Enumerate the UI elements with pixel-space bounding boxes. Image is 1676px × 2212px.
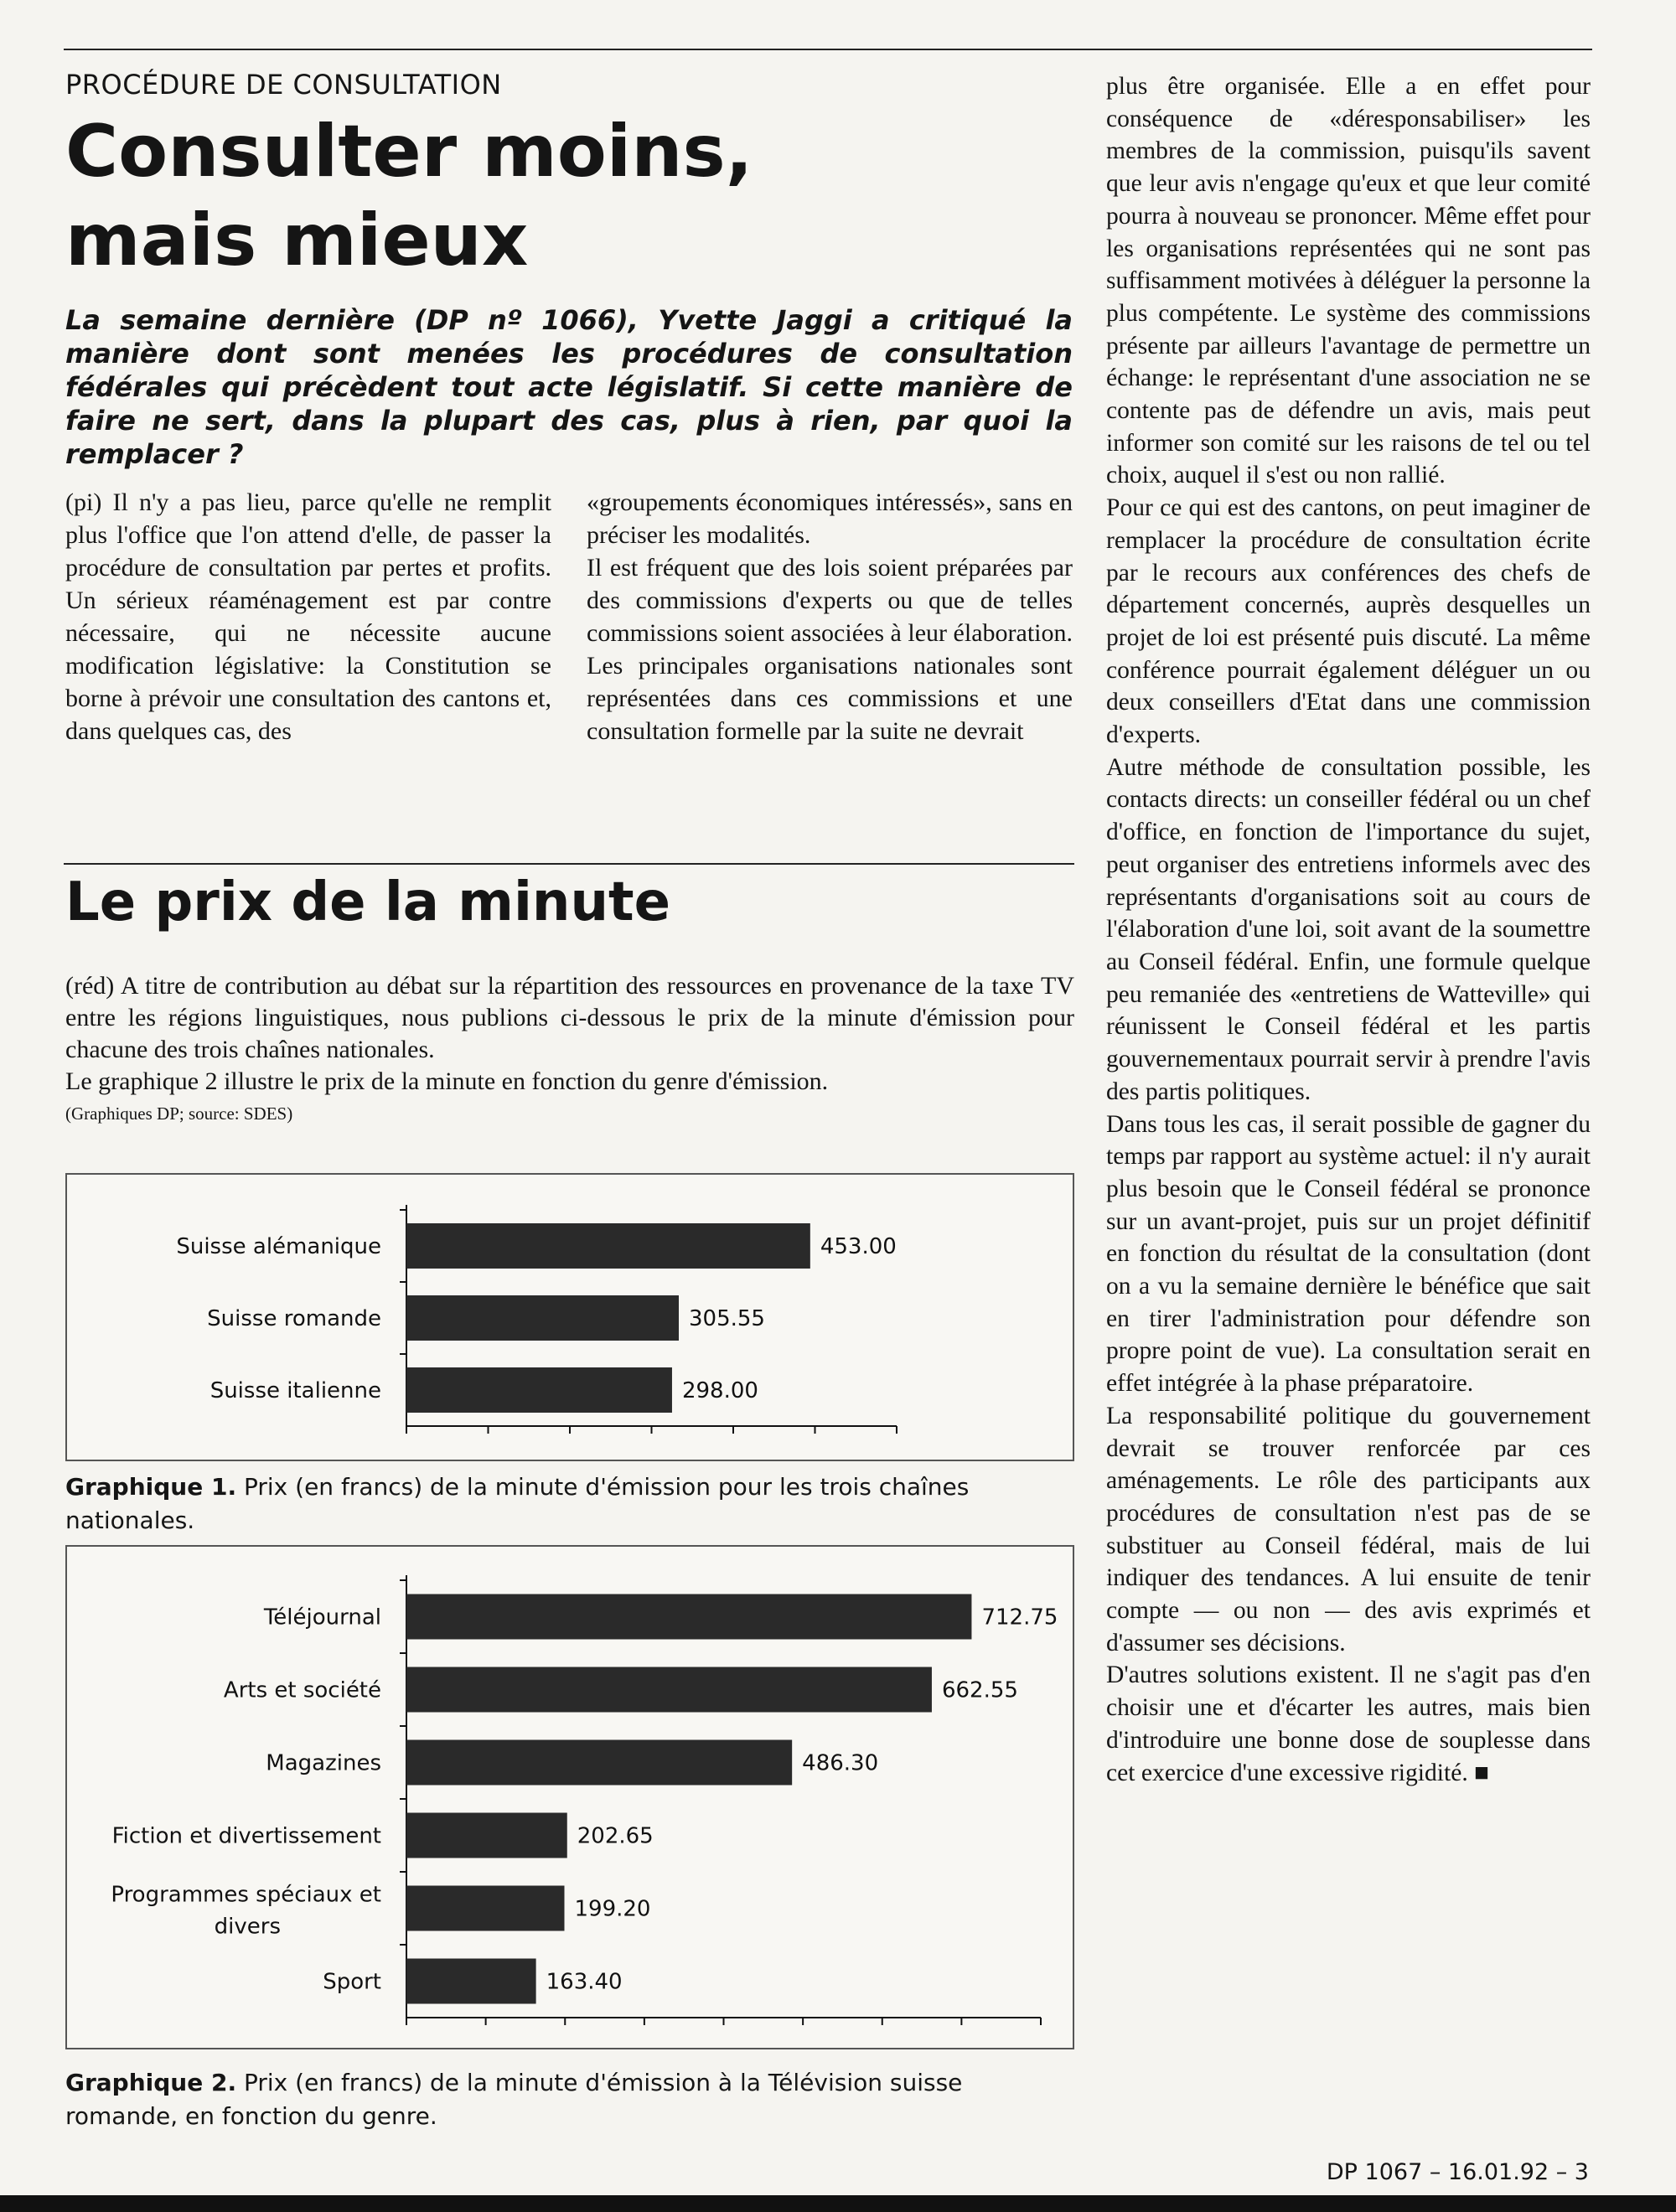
- bar: [406, 1295, 679, 1341]
- chart-2-frame: [65, 1545, 1074, 2049]
- value-label: 662.55: [941, 1677, 1018, 1703]
- article1-col3-p3: Autre méthode de consultation possible, les contacts directs: un conseiller fédéral ou un chef d'office, en fonction de l'importance du sujet, peut organiser des entretiens informels avec des représentants d'organisations soit au cours de l'élaboration d'une loi, soit avant de la soumettre au Conseil fédéral. Enfin, une formule quelque peu remaniée des «entretiens de Watteville» qui réunissent le Conseil fédéral et les partis gouvernementaux pourrait servir à prendre l'avis des partis politiques.: [1106, 753, 1591, 1105]
- lead-paragraph: La semaine dernière (DP nº 1066), Yvette Jaggi a critiqué la manière dont sont menées les procédures de consultation fédérales qui précèdent tout acte législatif. Si cette manière de faire ne sert, dans la plupart des cas, plus à rien, par quoi la remplacer ?: [65, 304, 1073, 470]
- category-label: Suisse alémanique: [176, 1234, 381, 1259]
- section-rule: [64, 863, 1074, 865]
- article2-intro-p2: Le graphique 2 illustre le prix de la minute en fonction du genre d'émission.: [65, 1067, 829, 1095]
- value-label: 163.40: [546, 1969, 623, 1995]
- bar: [406, 1813, 567, 1858]
- article1-column-3: [1106, 70, 1591, 1789]
- value-label: 298.00: [681, 1378, 758, 1403]
- bar: [406, 1594, 971, 1640]
- article1-col3-p5: La responsabilité politique du gouvernement devrait se trouver renforcée par ces aménagements. Le rôle des participants aux procédures de consultation n'est pas de se substituer au Conseil fédéral, mais de lui indiquer des tendances. A lui ensuite de tenir compte — ou non — des avis exprimés et d'assumer ses décisions.: [1106, 1402, 1591, 1656]
- source-note: (Graphiques DP; source: SDES): [65, 1103, 293, 1124]
- category-label: Fiction et divertissement: [111, 1823, 381, 1849]
- bottom-bar: [0, 2195, 1676, 2212]
- headline-line-1: Consulter moins,: [65, 110, 753, 194]
- headline: [65, 107, 1054, 285]
- value-label: 486.30: [802, 1750, 879, 1776]
- value-label: 202.65: [577, 1823, 654, 1849]
- category-label: Suisse romande: [207, 1306, 381, 1331]
- caption-1-text: Prix (en francs) de la minute d'émission pour les trois chaînes nationales.: [65, 1473, 970, 1534]
- category-label: Sport: [323, 1969, 381, 1995]
- article1-col3-p1: plus être organisée. Elle a en effet pour conséquence de «déresponsabiliser» les membres de la commission, puisqu'ils savent que leur avis n'engage qu'eux et que leur comité pourra à nouveau se prononcer. Même effet pour les organisations représentées qui ne sont pas suffisamment motivées à déléguer la personne la plus compétente. Le système des commissions présente par ailleurs l'avantage de permettre un échange: le représentant d'une association ne se contente pas de défendre un avis, mais peut informer son comité sur les raisons de tel ou tel choix, auquel il s'est ou non rallié.: [1106, 73, 1591, 489]
- bar: [406, 1959, 536, 2004]
- category-label: Téléjournal: [263, 1605, 381, 1631]
- article1-col2-p2: Il est fréquent que des lois soient préparées par des commissions d'experts ou que de telles commissions soient associées à leur élaboration. Les principales organisations nationales sont représentées dans ces commissions et une consultation formelle par la suite ne devrait: [587, 554, 1073, 745]
- article1-column-1: [65, 486, 551, 747]
- value-label: 305.55: [688, 1306, 765, 1331]
- caption-2: [65, 2066, 1075, 2133]
- caption-2-text: Prix (en francs) de la minute d'émission à la Télévision suisse romande, en fonction du genre.: [65, 2069, 963, 2130]
- article1-column-2: [587, 486, 1073, 747]
- caption-1-label: Graphique 1.: [65, 1473, 237, 1501]
- article1-col3-p2: Pour ce qui est des cantons, on peut imaginer de remplacer la procédure de consultation écrite par le recours aux conférences des chefs de département concernés, auprès desquelles un projet de loi est présenté puis discuté. La même conférence pourrait également déléguer un ou deux conseillers d'Etat dans une commission d'experts.: [1106, 494, 1591, 749]
- category-label: Suisse italienne: [210, 1378, 381, 1403]
- kicker: PROCÉDURE DE CONSULTATION: [65, 69, 502, 101]
- category-label: Magazines: [266, 1750, 381, 1776]
- article2-title: Le prix de la minute: [65, 871, 670, 933]
- value-label: 199.20: [574, 1896, 651, 1922]
- bar: [406, 1886, 564, 1931]
- chart-1: [67, 1175, 1073, 1460]
- bar: [406, 1223, 810, 1269]
- chart-1-frame: [65, 1173, 1074, 1461]
- category-label: Arts et société: [223, 1677, 381, 1703]
- article2-intro: [65, 970, 1074, 1129]
- article1-col2-p1: «groupements économiques intéressés», sans en préciser les modalités.: [587, 488, 1073, 549]
- caption-2-label: Graphique 2.: [65, 2069, 237, 2096]
- article1-col3-p4: Dans tous les cas, il serait possible de gagner du temps par rapport au système actuel: il n'y aurait plus besoin que le Conseil fédéral se prononce sur un avant-projet, puis sur un projet définitif en fonction du résultat de la consultation (dont on a vu la semaine dernière le bénéfice que sait en tirer l'administration pour défendre son propre point de vue). La consultation serait en effet intégrée à la phase préparatoire.: [1106, 1110, 1591, 1398]
- article2-intro-p1: (réd) A titre de contribution au débat sur la répartition des ressources en provenance de la taxe TV entre les régions linguistiques, nous publions ci-dessous le prix de la minute d'émission pour chacune des trois chaînes nationales.: [65, 972, 1074, 1063]
- value-label: 712.75: [981, 1605, 1058, 1631]
- value-label: 453.00: [820, 1234, 897, 1259]
- article1-col1-text: (pi) Il n'y a pas lieu, parce qu'elle ne remplit plus l'office que l'on attend d'elle, de passer la procédure de consultation par pertes et profits. Un sérieux réaménagement est par contre nécessaire, qui ne nécessite aucune modification législative: la Constitution se borne à prévoir une consultation des cantons et, dans quelques cas, des: [65, 488, 551, 745]
- bar: [406, 1367, 672, 1413]
- article1-col3-p6: D'autres solutions existent. Il ne s'agit pas d'en choisir une et d'écarter les autres, mais bien d'introduire une bonne dose de souplesse dans cet exercice d'une excessive rigidité. ■: [1106, 1662, 1591, 1786]
- chart-2: [67, 1547, 1073, 2048]
- bar: [406, 1740, 792, 1786]
- caption-1: [65, 1470, 1075, 1538]
- top-rule: [64, 49, 1592, 50]
- headline-line-2: mais mieux: [65, 199, 529, 282]
- bar: [406, 1667, 932, 1713]
- category-label: Programmes spéciaux et divers: [111, 1882, 381, 1940]
- folio: DP 1067 – 16.01.92 – 3: [1326, 2159, 1589, 2185]
